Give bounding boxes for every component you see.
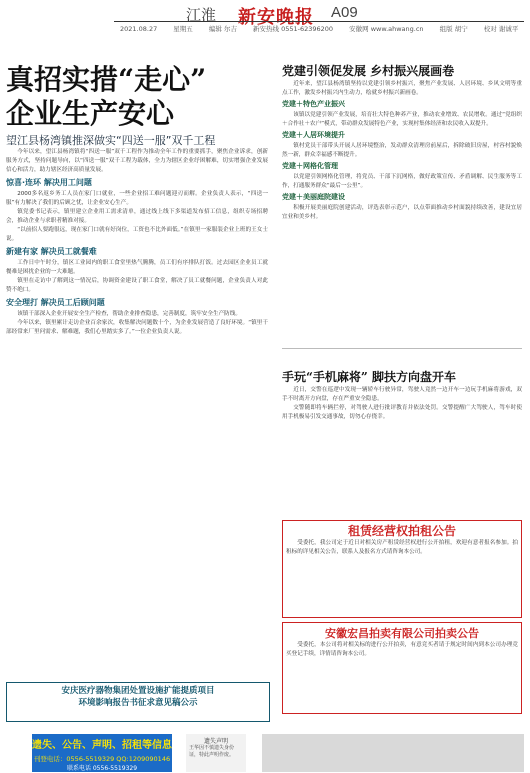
section-title: 安全理打 解决员工后顾问题 [6, 298, 105, 307]
masthead-divider [114, 21, 524, 22]
right-top-article-body [282, 80, 522, 342]
left-article [6, 148, 268, 674]
column-divider [282, 348, 522, 349]
section-title: 党建＋特色产业振兴 [282, 100, 345, 108]
page-number: A09 [331, 4, 358, 21]
meta-website: 安徽网 www.ahwang.cn [349, 25, 424, 33]
meta-weekday: 星期五 [173, 25, 193, 33]
lost-notice-title: 遗失声明 [203, 738, 228, 745]
headline-line-1: 真招实措“走心” [6, 63, 207, 96]
paragraph: 今年以来，镇里累计走访企业百余家次，收集解决问题数十个，为企业发展营造了良好环境。“镇里干部经常来厂里问需求、解难题，我们心里踏实多了。”一位企业负责人说。 [6, 320, 268, 335]
section-title: 党建＋美丽庭院建设 [282, 193, 345, 201]
rental-auction-notice [282, 520, 522, 618]
environmental-notice-subtitle: 环境影响报告书征求意见稿公示 [78, 698, 198, 708]
paragraph: “以前招人要跑很远，现在家门口就有好岗位，工资也不比外面低。”在镇里一家服装企业上班的王女士说。 [6, 227, 268, 242]
auction-company-notice [282, 622, 522, 714]
meta-proofread: 校对 谢诚平 [483, 25, 519, 33]
meta-date: 2021.08.27 [120, 25, 158, 33]
section-title: 新建有家 解决员工就餐难 [6, 247, 97, 256]
right-top-article-title: 党建引领促发展 乡村振兴展画卷 [282, 64, 455, 78]
paragraph: 以党建引领网格化管理，将党员、干部下沉网格，做好政策宣传、矛盾调解、民生服务等工作，打通服务群众“最后一公里”。 [282, 174, 522, 189]
right-bottom-article-body [282, 386, 522, 512]
meta-bar [120, 24, 520, 33]
paragraph: 镇里在走访中了解到这一情况后，协调资金建设了职工食堂，解决了员工就餐问题，企业负责人对此赞不绝口。 [6, 278, 268, 293]
paragraph: 2000多名返乡务工人员在家门口就业，一些企业招工难问题迎刃而解。企业负责人表示，“四送一服”有力解决了我们的后顾之忧，让企业安心生产。 [6, 191, 268, 206]
lost-notice-body: 王华因不慎遗失身份证，特此声明作废。 [189, 745, 235, 758]
newspaper-logo: 新安晚报 [238, 7, 314, 28]
auction-notice-body [286, 641, 518, 711]
paragraph: 近日，交警在巡逻中发现一辆轿车行驶异常，驾驶人竟然一边开车一边玩手机麻将游戏，双手不时离开方向盘，存在严重安全隐患。 [282, 387, 522, 402]
paragraph: 积极开展美丽庭院创建活动，评选表彰示范户，以点带面推动乡村面貌持续改善，建设宜居宜业和美乡村。 [282, 205, 522, 220]
headline-subhead: 望江县杨湾镇推深做实“四送一服”双千工程 [6, 134, 216, 147]
paragraph: 镇党委书记表示，镇里建立企业用工需求清单，通过线上线下多渠道发布招工信息，组织专场招聘会，推动企业与求职者精准对接。 [6, 209, 268, 224]
classified-ad-banner [32, 734, 172, 772]
headline-line-2: 企业生产安心 [6, 97, 175, 130]
section-title: 党建＋人居环境提升 [282, 131, 345, 139]
paragraph: 镇村党员干部带头开展人居环境整治，发动群众清理房前屋后，拆除破旧房屋，村容村貌焕然一新，群众幸福感不断提升。 [282, 143, 522, 158]
environmental-notice [6, 682, 270, 722]
paragraph: 受委托，本公司将对相关标的进行公开拍卖，有意竞买者请于规定时间内到本公司办理竞买登记手续，详情请咨询本公司。 [286, 642, 518, 657]
lost-notice-box [186, 734, 246, 772]
article-lead: 今年以来，望江县杨湾镇将“四送一服”双千工程作为推动全年工作的重要抓手，聚焦企业诉求，创新服务方式，坚持问题导向，以“四送一服”双千工程为载体，全力为辖区企业纾困解难，切实增强企业发展信心和活力，助力辖区经济高质量发展。 [6, 149, 268, 173]
rental-notice-body [286, 539, 518, 615]
classified-ad-title: 遗失、公告、声明、招租等信息 [32, 740, 172, 751]
paragraph: 受委托，我公司定于近日对相关房产租赁经营权进行公开拍租，欢迎有意者报名参加。拍租标的详见相关公告，联系人及报名方式请咨询本公司。 [286, 540, 518, 555]
environmental-notice-title: 安庆医疗器物集团处置设施扩能提质项目 [61, 686, 215, 696]
right-bottom-article-title: 手玩“手机麻将” 脚扶方向盘开车 [282, 370, 456, 384]
rental-notice-title: 租赁经营权拍租公告 [347, 524, 456, 538]
paragraph: 该镇以党建引领产业发展，培育壮大特色种养产业，推动农业增效、农民增收。通过“党组织＋合作社＋农户”模式，带动群众发展特色产业，实现村集体经济和农民收入双提升。 [282, 112, 522, 127]
section-title: 党建＋网格化管理 [282, 162, 338, 170]
classified-ad-contact: 联系电话 0556-5519329 [66, 765, 138, 772]
meta-hotline: 新安热线 0551-62396200 [253, 25, 334, 33]
classified-ad-phone: 刊登电话：0556-5519329 QQ:1209090146 [33, 755, 171, 763]
paragraph: 该镇干部深入企业开展安全生产检查，帮助企业排查隐患，完善制度，筑牢安全生产防线。 [17, 311, 241, 317]
meta-editor: 编辑 尔吉 [208, 25, 237, 33]
bottom-ad-strip [262, 734, 524, 772]
paragraph: 交警随即将车辆拦停，对驾驶人进行批评教育并依法处罚。交警提醒广大驾驶人，驾车时使用手机极易引发交通事故，切勿心存侥幸。 [282, 405, 522, 420]
section-name: 江淮 [186, 8, 217, 24]
section-title: 惊喜·连环 解决用工问题 [6, 178, 92, 187]
auction-notice-title: 安徽宏昌拍卖有限公司拍卖公告 [325, 627, 479, 640]
meta-layout: 组版 胡宁 [439, 25, 468, 33]
article-intro: 近年来，望江县杨湾镇坚持以党建引领乡村振兴，聚焦产业发展、人居环境、乡风文明等重点工作，激发乡村振兴内生动力，绘就乡村振兴新画卷。 [282, 81, 522, 96]
paragraph: 工作日中午时分，镇区工业园内的职工食堂里热气腾腾，员工们有序排队打饭。过去园区企业员工就餐难是困扰企业的一大难题。 [6, 260, 268, 275]
